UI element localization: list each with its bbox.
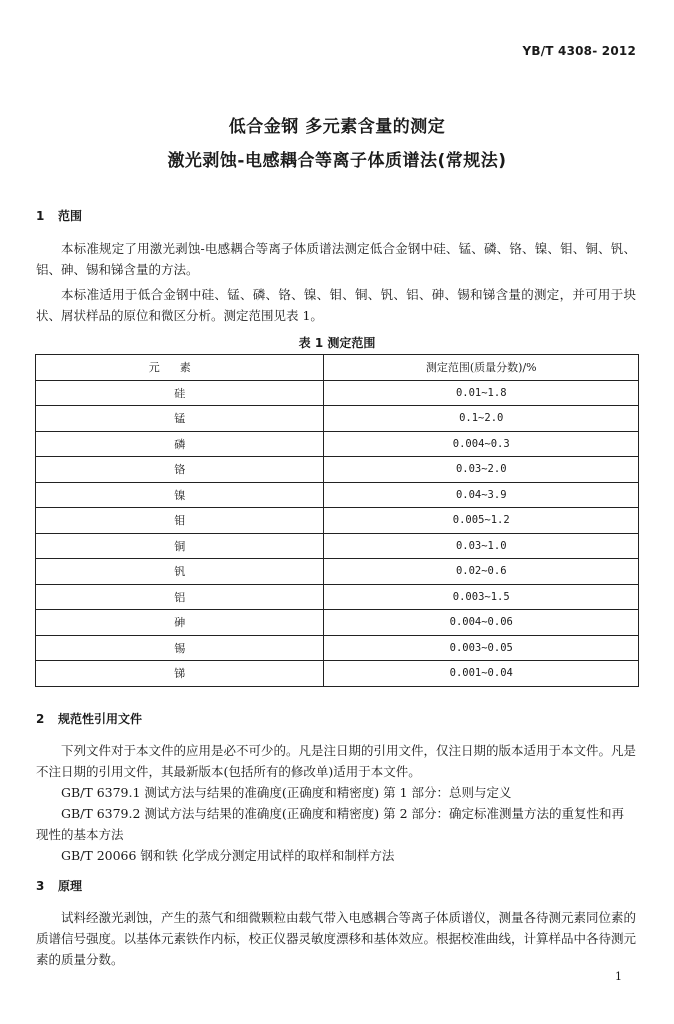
element-cell: 锰: [36, 406, 324, 432]
section-1-number: 1: [36, 209, 45, 223]
range-cell: 0.04~3.9: [324, 482, 639, 508]
normative-reference-item: GB/T 20066 钢和铁 化学成分测定用试样的取样和制样方法: [61, 848, 395, 863]
element-cell: 镍: [36, 482, 324, 508]
table-row: [36, 508, 639, 534]
table-row: [36, 559, 639, 585]
section-2-intro: 下列文件对于本文件的应用是必不可少的。凡是注日期的引用文件，仅注日期的版本适用于本文件。凡是不注日期的引用文件，其最新版本(包括所有的修改单)适用于本文件。: [36, 743, 637, 779]
element-cell: 铝: [36, 584, 324, 610]
element-cell: 钒: [36, 559, 324, 585]
range-cell: 0.005~1.2: [324, 508, 639, 534]
document-title-line2: 激光剥蚀-电感耦合等离子体质谱法(常规法): [167, 151, 507, 171]
element-cell: 硅: [36, 380, 324, 406]
section-3-heading: [36, 877, 82, 894]
section-3-title: 原理: [58, 879, 83, 893]
element-cell: 铬: [36, 457, 324, 483]
table-row: [36, 406, 639, 432]
table-header-row: [36, 355, 639, 381]
element-cell: 锡: [36, 635, 324, 661]
range-cell: 0.001~0.04: [324, 661, 639, 687]
element-cell: 铜: [36, 533, 324, 559]
table-row: [36, 584, 639, 610]
section-2-heading: [36, 710, 142, 727]
section-2-title: 规范性引用文件: [58, 712, 143, 726]
table-row: [36, 431, 639, 457]
standard-number: YB/T 4308- 2012: [522, 44, 636, 58]
range-cell: 0.02~0.6: [324, 559, 639, 585]
range-cell: 0.03~2.0: [324, 457, 639, 483]
column-header-range: 测定范围(质量分数)/%: [324, 355, 639, 381]
range-cell: 0.004~0.06: [324, 610, 639, 636]
document-title-line1: 低合金钢 多元素含量的测定: [228, 117, 446, 137]
section-1-paragraph-2: 本标准适用于低合金钢中硅、锰、磷、铬、镍、钼、铜、钒、铝、砷、锡和锑含量的测定，并可用于块状、屑状样品的原位和微区分析。测定范围见表 1。: [36, 287, 636, 323]
element-cell: 钼: [36, 508, 324, 534]
table-row: [36, 610, 639, 636]
table-row: [36, 635, 639, 661]
section-1-heading: [36, 207, 82, 224]
table-row: [36, 482, 639, 508]
column-header-element: 元素: [36, 355, 324, 381]
normative-reference-item: GB/T 6379.1 测试方法与结果的准确度(正确度和精密度) 第 1 部分：总则与定义: [61, 785, 512, 800]
range-cell: 0.003~0.05: [324, 635, 639, 661]
section-1-paragraph-1: 本标准规定了用激光剥蚀-电感耦合等离子体质谱法测定低合金钢中硅、锰、磷、铬、镍、钼、铜、钒、铝、砷、锡和锑含量的方法。: [36, 241, 636, 277]
element-cell: 磷: [36, 431, 324, 457]
section-3-paragraph: 试料经激光剥蚀，产生的蒸气和细微颗粒由载气带入电感耦合等离子体质谱仪，测量各待测元素同位素的质谱信号强度。以基体元素铁作内标，校正仪器灵敏度漂移和基体效应。根据校准曲线，计算样品中各待测元素的质量分数。: [36, 910, 637, 967]
table-row: [36, 661, 639, 687]
range-cell: 0.003~1.5: [324, 584, 639, 610]
table-row: [36, 380, 639, 406]
section-2-number: 2: [36, 712, 45, 726]
range-cell: 0.03~1.0: [324, 533, 639, 559]
range-cell: 0.1~2.0: [324, 406, 639, 432]
section-1-title: 范围: [58, 209, 83, 223]
section-3-number: 3: [36, 879, 45, 893]
measurement-range-table: [35, 354, 639, 687]
range-cell: 0.004~0.3: [324, 431, 639, 457]
element-cell: 锑: [36, 661, 324, 687]
normative-reference-item: GB/T 6379.2 测试方法与结果的准确度(正确度和精密度) 第 2 部分：确定标准测量方法的重复性和再现性的基本方法: [36, 806, 625, 842]
table-row: [36, 533, 639, 559]
range-cell: 0.01~1.8: [324, 380, 639, 406]
table-row: [36, 457, 639, 483]
element-cell: 砷: [36, 610, 324, 636]
table-1-caption: 表 1 测定范围: [298, 336, 376, 350]
page-number: 1: [615, 970, 622, 983]
